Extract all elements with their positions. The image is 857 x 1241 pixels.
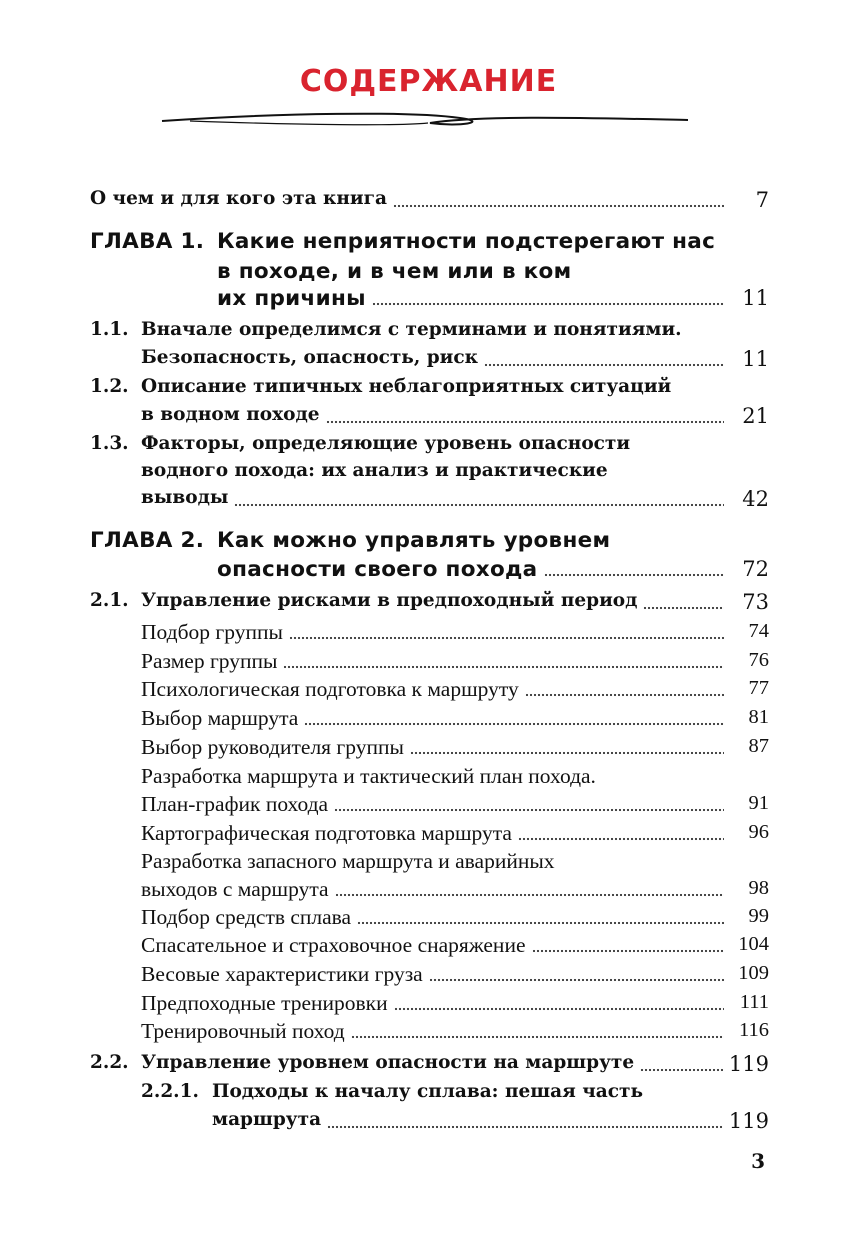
toc-entry-title: Размер группы — [141, 649, 278, 673]
dot-leader — [334, 806, 724, 814]
toc-entry-title: Как можно управлять уровнем — [217, 528, 611, 553]
toc-entry-page: 104 — [738, 933, 769, 955]
toc-entry-line — [0, 877, 857, 907]
toc-entry-page: 11 — [742, 347, 769, 371]
toc-entry-title: Подходы к началу сплава: пешая часть — [212, 1081, 644, 1102]
toc-entry-page: 73 — [742, 590, 769, 614]
toc-entry-title: Какие неприятности подстерегают нас — [217, 229, 716, 254]
dot-leader — [326, 418, 724, 426]
toc-entry-title: Управление уровнем опасности на маршруте — [141, 1052, 635, 1073]
dot-leader — [357, 919, 724, 927]
toc-entry-number: 1.3. — [90, 433, 129, 454]
toc-entry-line — [0, 229, 857, 259]
toc-entry-page: 74 — [748, 620, 769, 642]
toc-entry-line — [0, 460, 857, 490]
toc-entry-number: ГЛАВА 1. — [90, 229, 205, 254]
toc-entry-number: 1.2. — [90, 376, 129, 397]
toc-entry-number: 2.1. — [90, 590, 129, 611]
toc-entry-line — [0, 286, 857, 316]
dot-leader — [351, 1033, 724, 1041]
toc-entry-line — [0, 188, 857, 218]
toc-entry-line — [0, 1109, 857, 1139]
toc-entry-line — [0, 620, 857, 650]
toc-entry-title: Разработка запасного маршрута и аварийных — [141, 849, 555, 873]
toc-entry-title: их причины — [217, 286, 366, 311]
toc-entry-title: Вначале определимся с терминами и понятиями. — [141, 319, 682, 340]
toc-entry-page: 11 — [742, 286, 769, 310]
page-title: СОДЕРЖАНИЕ — [299, 64, 558, 99]
toc-entry-page: 109 — [738, 962, 769, 984]
dot-leader — [335, 891, 724, 899]
toc-entry-title: Предпоходные тренировки — [141, 991, 388, 1015]
toc-entry-title: Спасательное и страховочное снаряжение — [141, 933, 526, 957]
toc-entry-title: О чем и для кого эта книга — [90, 188, 387, 209]
toc-entry-line — [0, 404, 857, 434]
toc-entry-title: водного похода: их анализ и практические — [141, 460, 608, 481]
toc-entry-line — [0, 487, 857, 517]
toc-entry-title: Подбор группы — [141, 620, 283, 644]
toc-entry-page: 99 — [748, 905, 769, 927]
dot-leader — [289, 634, 724, 642]
toc-entry-line — [0, 991, 857, 1021]
toc-entry-title: Факторы, определяющие уровень опасности — [141, 433, 631, 454]
toc-entry-page: 96 — [748, 821, 769, 843]
dot-leader — [532, 947, 725, 955]
dot-leader — [525, 691, 724, 699]
toc-entry-title: Подбор средств сплава — [141, 905, 352, 929]
toc-entry-number: 2.2. — [90, 1052, 129, 1073]
toc-entry-number: 2.2.1. — [141, 1081, 199, 1102]
dot-leader — [643, 604, 724, 612]
toc-entry-page: 72 — [742, 557, 769, 581]
toc-entry-title: Весовые характеристики груза — [141, 962, 423, 986]
toc-entry-line — [0, 433, 857, 463]
toc-entry-line — [0, 347, 857, 377]
toc-entry-title: в водном походе — [141, 404, 320, 425]
toc-entry-title: выходов с маршрута — [141, 877, 329, 901]
toc-entry-page: 91 — [748, 792, 769, 814]
dot-leader — [327, 1123, 723, 1131]
toc-entry-title: Разработка маршрута и тактический план похода. — [141, 764, 596, 788]
toc-entry-page: 119 — [728, 1109, 769, 1133]
toc-entry-title: Безопасность, опасность, риск — [141, 347, 479, 368]
dot-leader — [393, 202, 724, 210]
toc-entry-line — [0, 557, 857, 587]
toc-entry-title: в походе, и в чем или в ком — [217, 259, 572, 284]
toc-entry-line — [0, 1019, 857, 1049]
toc-entry-page: 42 — [742, 487, 769, 511]
dot-leader — [640, 1066, 723, 1074]
toc-entry-page: 77 — [748, 677, 769, 699]
toc-entry-page: 98 — [748, 877, 769, 899]
dot-leader — [410, 749, 724, 757]
toc-entry-title: маршрута — [212, 1109, 322, 1130]
toc-entry-title: Описание типичных неблагоприятных ситуаций — [141, 376, 672, 397]
toc-entry-line — [0, 933, 857, 963]
toc-entry-line — [0, 528, 857, 558]
toc-entry-number: ГЛАВА 2. — [90, 528, 205, 553]
dot-leader — [283, 663, 724, 671]
dot-leader — [544, 571, 725, 579]
toc-entry-title: Картографическая подготовка маршрута — [141, 821, 512, 845]
dot-leader — [304, 720, 724, 728]
toc-entry-page: 81 — [748, 706, 769, 728]
toc-entry-title: опасности своего похода — [217, 557, 538, 582]
toc-entry-title: План-график похода — [141, 792, 329, 816]
toc-entry-page: 7 — [755, 188, 769, 212]
toc-entry-line — [0, 319, 857, 349]
dot-leader — [518, 835, 724, 843]
toc-entry-page: 119 — [728, 1052, 769, 1076]
toc-entry-line — [0, 849, 857, 879]
toc-entry-line — [0, 905, 857, 935]
dot-leader — [429, 976, 724, 984]
toc-entry-title: выводы — [141, 487, 229, 508]
toc-entry-line — [0, 590, 857, 620]
toc-entry-line — [0, 735, 857, 765]
dot-leader — [394, 1005, 724, 1013]
toc-entry-line — [0, 962, 857, 992]
toc-entry-title: Управление рисками в предпоходный период — [141, 590, 638, 611]
toc-entry-page: 111 — [739, 991, 769, 1013]
toc-entry-title: Выбор маршрута — [141, 706, 299, 730]
toc-entry-line — [0, 792, 857, 822]
toc-entry-line — [0, 677, 857, 707]
toc-entry-line — [0, 649, 857, 679]
toc-entry-page: 21 — [742, 404, 769, 428]
toc-entry-title: Выбор руководителя группы — [141, 735, 404, 759]
toc-entry-title: Психологическая подготовка к маршруту — [141, 677, 519, 701]
toc-entry-number: 1.1. — [90, 319, 129, 340]
toc-entry-line — [0, 1081, 857, 1111]
dot-leader — [372, 300, 724, 308]
toc-entry-line — [0, 1052, 857, 1082]
toc-entry-line — [0, 259, 857, 289]
toc-entry-title: Тренировочный поход — [141, 1019, 345, 1043]
toc-entry-line — [0, 764, 857, 794]
toc-entry-page: 87 — [748, 735, 769, 757]
toc-entry-line — [0, 706, 857, 736]
toc-entry-page: 76 — [748, 649, 769, 671]
toc-entry-line — [0, 821, 857, 851]
page-number: 3 — [751, 1149, 765, 1173]
dot-leader — [234, 501, 724, 509]
dot-leader — [484, 361, 724, 369]
toc-entry-page: 116 — [739, 1019, 769, 1041]
toc-entry-line — [0, 376, 857, 406]
